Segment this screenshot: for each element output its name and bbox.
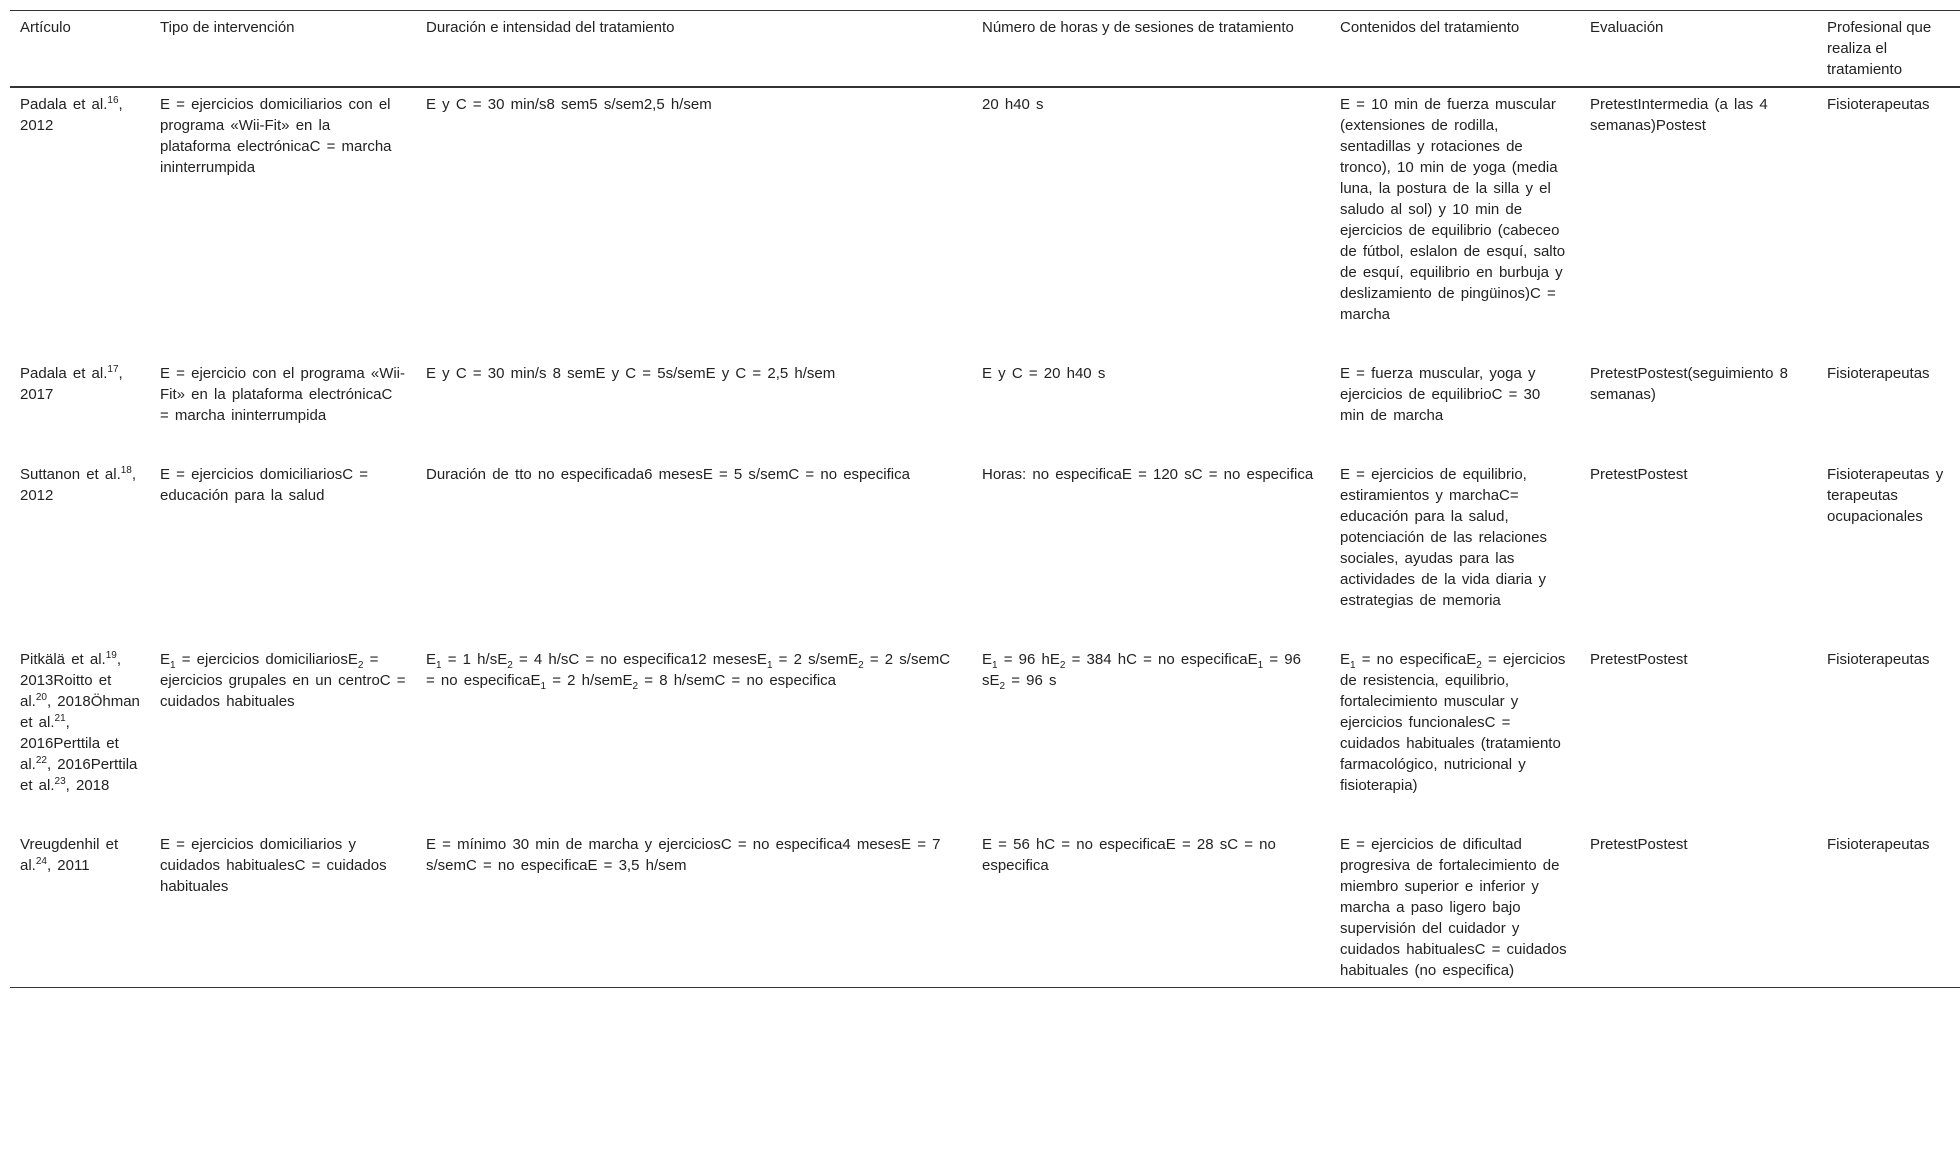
cell-duracion: E y C = 30 min/s8 sem5 s/sem2,5 h/sem (426, 96, 712, 113)
cell-articulo: Vreugdenhil et al.$^{24}$, 2011 (20, 836, 119, 874)
cell-tipo: E = ejercicio con el programa «Wii-Fit» en la plataforma electrónicaC = marcha ininterrumpida (160, 365, 406, 424)
cell-tipo: E = ejercicios domiciliarios con el programa «Wii-Fit» en la plataforma electrónicaC = marcha ininterrumpida (160, 96, 392, 176)
cell-evaluacion: PretestIntermedia (a las 4 semanas)Postest (1590, 96, 1768, 134)
header-duracion-intensidad: Duración e intensidad del tratamiento (426, 19, 675, 36)
treatment-table (10, 10, 1960, 988)
cell-horas: E = 56 hC = no especificaE = 28 sC = no especifica (982, 836, 1276, 874)
cell-tipo: E = ejercicios domiciliarios y cuidados habitualesC = cuidados habituales (160, 836, 387, 895)
table-row (10, 643, 1960, 828)
cell-evaluacion: PretestPostest (1590, 651, 1688, 668)
cell-contenidos: E = fuerza muscular, yoga y ejercicios de equilibrioC = 30 min de marcha (1340, 365, 1541, 424)
cell-horas: $E_1 = 96$ $hE_2 = 384$ hC = no especificaE$_1$ = 96 $sE_2 = 96$ s (982, 651, 1301, 692)
header-profesional: Profesional que realiza el tratamiento (1827, 19, 1932, 78)
table-row (10, 828, 1960, 988)
table-row (10, 357, 1960, 458)
cell-duracion: E y C = 30 min/s 8 semE y C = 5s/semE y C = 2,5 h/sem (426, 365, 836, 382)
cell-articulo: Pitkälä et al.$^{19}$, 2013Roitto et al.$^{20}$, 2018Öhman et al.$^{21}$, 2016Perttila et al.$^{22}$, 2016Perttila et al.$^{23}$, 2018 (20, 650, 140, 794)
cell-profesional: Fisioterapeutas (1827, 836, 1930, 853)
cell-articulo: Padala et al.$^{17}$, 2017 (20, 364, 123, 403)
header-articulo: Artículo (20, 19, 71, 36)
cell-horas: E y C = 20 h40 s (982, 365, 1106, 382)
cell-articulo: Suttanon et al.$^{18}$, 2012 (20, 465, 137, 504)
cell-duracion: E = mínimo 30 min de marcha y ejerciciosC = no especifica4 mesesE = 7 s/semC = no especificaE = 3,5 h/sem (426, 836, 941, 874)
header-tipo-intervencion: Tipo de intervención (160, 19, 295, 36)
cell-profesional: Fisioterapeutas (1827, 365, 1930, 382)
cell-profesional: Fisioterapeutas (1827, 96, 1930, 113)
cell-contenidos: E = ejercicios de dificultad progresiva de fortalecimiento de miembro superior e inferior y marcha a paso ligero bajo supervisión del cuidador y cuidados habitualesC = cuidados habituales (no especifica) (1340, 836, 1567, 979)
cell-duracion: $E_1 = 1$ $h/sE_2 = 4$ h/sC = no especifica12 mesesE$_1$ = 2 s/semE$_2$ = 2 s/semC = no especificaE$_1$ = 2 h/semE$_2$ = 8 h/semC = no especifica (426, 651, 951, 692)
cell-profesional: Fisioterapeutas y terapeutas ocupacionales (1827, 466, 1944, 525)
cell-horas: Horas: no especificaE = 120 sC = no especifica (982, 466, 1314, 483)
cell-evaluacion: PretestPostest (1590, 836, 1688, 853)
cell-profesional: Fisioterapeutas (1827, 651, 1930, 668)
table-row (10, 458, 1960, 643)
cell-tipo: E = ejercicios domiciliariosC = educación para la salud (160, 466, 369, 504)
table-header-row (10, 11, 1960, 88)
cell-tipo: $E_1$ = ejercicios domiciliariosE$_2$ = ejercicios grupales en un centroC = cuidados habituales (160, 651, 406, 710)
cell-contenidos: $E_1$ = no especificaE$_2$ = ejercicios de resistencia, equilibrio, fortalecimiento muscular y ejercicios funcionalesC = cuidados habituales (tratamiento farmacológico, nutricional y fisioterapia) (1340, 651, 1566, 794)
header-contenidos: Contenidos del tratamiento (1340, 19, 1520, 36)
cell-contenidos: E = ejercicios de equilibrio, estiramientos y marchaC= educación para la salud, potenciación de las relaciones sociales, ayudas para las actividades de la vida diaria y estrategias de memoria (1340, 466, 1547, 609)
cell-evaluacion: PretestPostest (1590, 466, 1688, 483)
cell-horas: 20 h40 s (982, 96, 1044, 113)
cell-contenidos: E = 10 min de fuerza muscular (extensiones de rodilla, sentadillas y rotaciones de tronco), 10 min de yoga (media luna, la postura de la silla y el saludo al sol) y 10 min de ejercicios de equilibrio (cabeceo de fútbol, eslalon de esquí, salto de esquí, equilibrio en burbuja y deslizamiento de pingüinos)C = marcha (1340, 96, 1566, 323)
cell-duracion: Duración de tto no especificada6 mesesE = 5 s/semC = no especifica (426, 466, 910, 483)
cell-evaluacion: PretestPostest(seguimiento 8 semanas) (1590, 365, 1788, 403)
header-evaluacion: Evaluación (1590, 19, 1664, 36)
table-row (10, 87, 1960, 357)
cell-articulo: Padala et al.$^{16}$, 2012 (20, 95, 123, 134)
table-container (10, 10, 1950, 988)
header-horas-sesiones: Número de horas y de sesiones de tratamiento (982, 19, 1294, 36)
